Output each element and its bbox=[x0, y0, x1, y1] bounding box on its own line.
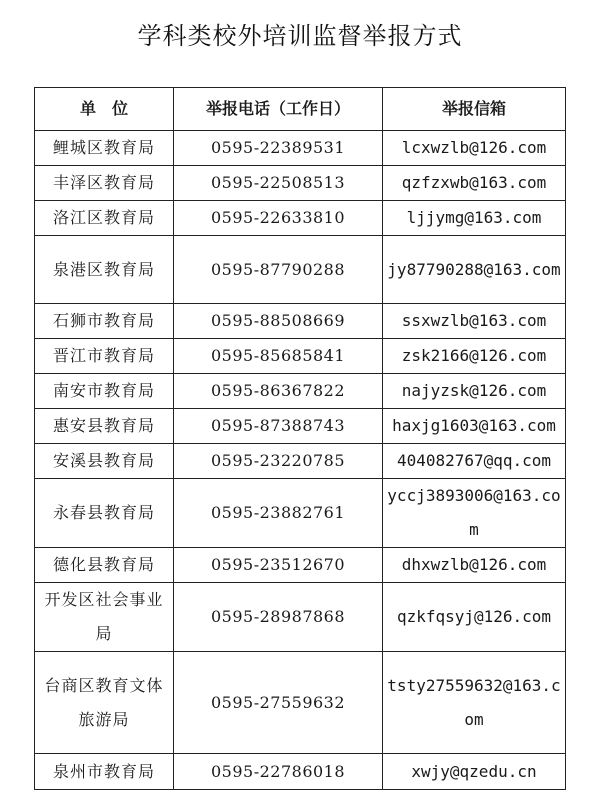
email-cell: jy87790288@163.com bbox=[383, 236, 566, 304]
phone-cell: 0595-87388743 bbox=[174, 409, 383, 444]
page-title: 学科类校外培训监督举报方式 bbox=[137, 22, 463, 50]
unit-cell: 泉州市教育局 bbox=[35, 754, 174, 790]
phone-cell: 0595-23512670 bbox=[174, 548, 383, 583]
header-phone: 举报电话（工作日） bbox=[174, 88, 383, 131]
email-cell: qzkfqsyj@126.com bbox=[383, 583, 566, 652]
email-cell: lcxwzlb@126.com bbox=[383, 131, 566, 166]
unit-cell: 洛江区教育局 bbox=[35, 201, 174, 236]
report-contact-table bbox=[34, 87, 566, 790]
unit-cell: 安溪县教育局 bbox=[35, 444, 174, 479]
table-row bbox=[35, 339, 566, 374]
table-row bbox=[35, 201, 566, 236]
phone-cell: 0595-22633810 bbox=[174, 201, 383, 236]
table-row bbox=[35, 131, 566, 166]
phone-cell: 0595-86367822 bbox=[174, 374, 383, 409]
table-row bbox=[35, 166, 566, 201]
phone-cell: 0595-22389531 bbox=[174, 131, 383, 166]
table-row bbox=[35, 409, 566, 444]
email-cell: xwjy@qzedu.cn bbox=[383, 754, 566, 790]
table-row bbox=[35, 479, 566, 548]
email-cell: dhxwzlb@126.com bbox=[383, 548, 566, 583]
header-unit: 单 位 bbox=[35, 88, 174, 131]
unit-cell: 丰泽区教育局 bbox=[35, 166, 174, 201]
phone-cell: 0595-85685841 bbox=[174, 339, 383, 374]
unit-cell: 晋江市教育局 bbox=[35, 339, 174, 374]
table-header-row bbox=[35, 88, 566, 131]
unit-cell: 石狮市教育局 bbox=[35, 304, 174, 339]
table-row bbox=[35, 652, 566, 754]
unit-cell: 惠安县教育局 bbox=[35, 409, 174, 444]
unit-cell: 永春县教育局 bbox=[35, 479, 174, 548]
email-cell: ssxwzlb@163.com bbox=[383, 304, 566, 339]
table-row bbox=[35, 583, 566, 652]
phone-cell: 0595-23220785 bbox=[174, 444, 383, 479]
email-cell: yccj3893006@163.com bbox=[383, 479, 566, 548]
table-row bbox=[35, 444, 566, 479]
phone-cell: 0595-87790288 bbox=[174, 236, 383, 304]
table-row bbox=[35, 304, 566, 339]
email-cell: ljjymg@163.com bbox=[383, 201, 566, 236]
table-row bbox=[35, 548, 566, 583]
unit-cell: 泉港区教育局 bbox=[35, 236, 174, 304]
table-row bbox=[35, 374, 566, 409]
unit-cell: 开发区社会事业局 bbox=[35, 583, 174, 652]
phone-cell: 0595-22786018 bbox=[174, 754, 383, 790]
unit-cell: 鲤城区教育局 bbox=[35, 131, 174, 166]
unit-cell: 德化县教育局 bbox=[35, 548, 174, 583]
phone-cell: 0595-28987868 bbox=[174, 583, 383, 652]
header-email: 举报信箱 bbox=[383, 88, 566, 131]
table-row bbox=[35, 754, 566, 790]
unit-cell: 台商区教育文体旅游局 bbox=[35, 652, 174, 754]
phone-cell: 0595-88508669 bbox=[174, 304, 383, 339]
unit-cell: 南安市教育局 bbox=[35, 374, 174, 409]
phone-cell: 0595-27559632 bbox=[174, 652, 383, 754]
email-cell: najyzsk@126.com bbox=[383, 374, 566, 409]
email-cell: qzfzxwb@163.com bbox=[383, 166, 566, 201]
table-row bbox=[35, 236, 566, 304]
phone-cell: 0595-23882761 bbox=[174, 479, 383, 548]
email-cell: haxjg1603@163.com bbox=[383, 409, 566, 444]
email-cell: 404082767@qq.com bbox=[383, 444, 566, 479]
phone-cell: 0595-22508513 bbox=[174, 166, 383, 201]
email-cell: zsk2166@126.com bbox=[383, 339, 566, 374]
email-cell: tsty27559632@163.com bbox=[383, 652, 566, 754]
